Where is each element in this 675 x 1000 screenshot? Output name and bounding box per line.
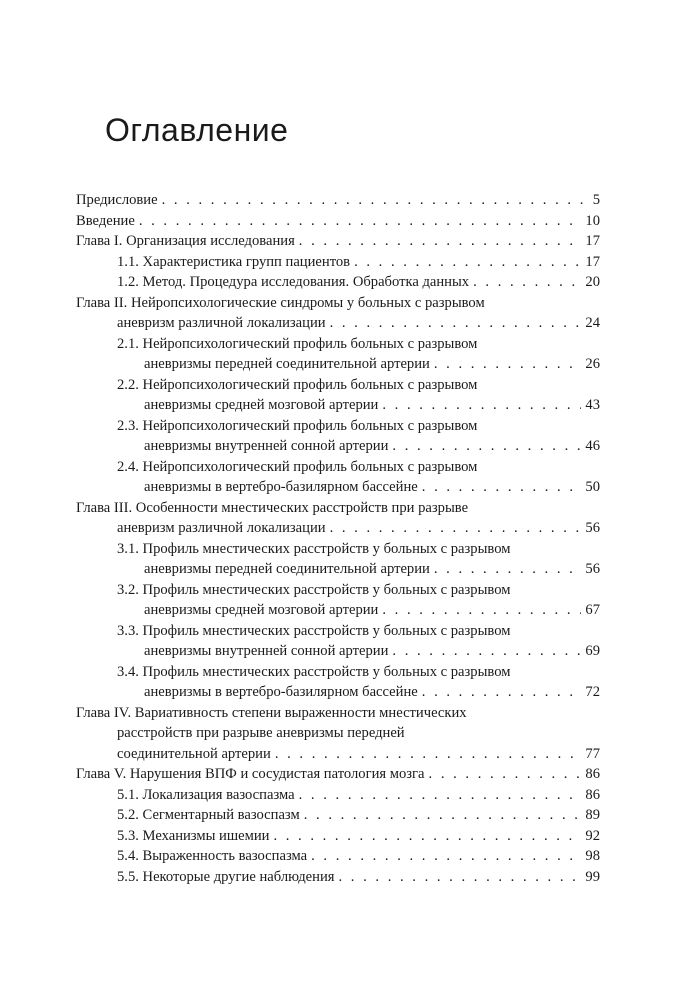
toc-entry-text: расстройств при разрыве аневризмы передней [117,725,405,741]
page-number: 56 [585,520,600,536]
toc-entry-text: 2.1. Нейропсихологический профиль больных с разрывом [117,335,478,352]
toc-entry-text: соединительной артерии [117,745,271,762]
toc-entry-text: 5.2. Сегментарный вазоспазм [117,807,300,823]
page-number: 89 [585,807,600,823]
toc-entry-text: аневризмы средней мозговой артерии [144,602,379,618]
dot-leader [162,190,589,211]
toc-entry-text: аневризмы передней соединительной артерии [144,356,430,372]
dot-leader [273,826,581,847]
dot-leader [275,744,582,765]
toc-section[interactable] [117,416,600,457]
dot-leader [354,252,581,273]
dot-leader [330,313,582,334]
toc-entry-text: 3.3. Профиль мнестических расстройств у больных с разрывом [117,622,511,639]
page-number: 43 [585,397,600,413]
toc-section[interactable] [117,272,600,293]
dot-leader [139,211,582,232]
toc-entry-text: Глава V. Нарушения ВПФ и сосудистая патология мозга [76,766,425,782]
toc-chapter[interactable] [76,498,600,539]
toc-section[interactable] [117,457,600,498]
toc-entry-text: 3.1. Профиль мнестических расстройств у больных с разрывом [117,540,511,557]
toc-chapter[interactable] [76,703,600,765]
page-number: 67 [585,602,600,618]
toc-entry-text: аневризмы в вертебро-базилярном бассейне [144,479,418,495]
toc-chapter[interactable] [76,231,600,252]
page-title: Оглавление [105,112,289,148]
toc-section[interactable] [117,785,600,806]
dot-leader [382,395,581,416]
page-number: 86 [585,786,600,803]
toc-entry-text: 2.4. Нейропсихологический профиль больных с разрывом [117,458,478,475]
toc-entry-text: аневризмы внутренней сонной артерии [144,438,389,454]
page-number: 56 [585,561,600,577]
toc-entry-text: аневризмы в вертебро-базилярном бассейне [144,684,418,700]
dot-leader [304,805,582,826]
toc-chapter[interactable] [76,764,600,785]
page-number: 86 [585,766,600,782]
table-of-contents [76,190,600,887]
toc-entry-text: 5.3. Механизмы ишемии [117,827,270,844]
toc-entry-text: 2.3. Нейропсихологический профиль больных с разрывом [117,417,478,434]
dot-leader [299,231,582,252]
page-number: 10 [585,212,600,229]
toc-entry-text: 3.2. Профиль мнестических расстройств у больных с разрывом [117,581,511,598]
page-number: 5 [592,192,600,208]
toc-entry-text: аневризмы передней соединительной артерии [144,561,430,577]
page-number: 50 [585,479,600,495]
toc-entry-text: аневризм различной локализации [117,520,326,536]
toc-chapter[interactable] [76,293,600,334]
page-number: 20 [585,274,600,290]
dot-leader [330,518,582,539]
dot-leader [392,436,581,457]
dot-leader [392,641,581,662]
dot-leader [299,785,582,806]
toc-entry-text: 1.2. Метод. Процедура исследования. Обработка данных [117,274,470,290]
page-number: 92 [585,827,600,844]
toc-entry-text: 1.1. Характеристика групп пациентов [117,253,351,270]
toc-section[interactable] [117,375,600,416]
page-number: 98 [585,848,600,864]
toc-entry-text: аневризмы внутренней сонной артерии [144,643,389,659]
dot-leader [422,682,582,703]
dot-leader [429,764,582,785]
toc-section[interactable] [117,805,600,826]
toc-entry-text: Глава III. Особенности мнестических расстройств при разрыве [76,499,469,516]
toc-chapter[interactable] [76,211,600,232]
toc-section[interactable] [117,621,600,662]
toc-entry-text: аневризм различной локализации [117,315,326,331]
page-number: 17 [585,253,600,270]
page-number: 17 [585,233,600,249]
page-number: 69 [585,643,600,659]
toc-entry-text: 2.2. Нейропсихологический профиль больных с разрывом [117,376,478,393]
toc-entry-text: Глава II. Нейропсихологические синдромы у больных с разрывом [76,294,485,311]
toc-entry-text: Глава IV. Вариативность степени выраженности мнестических [76,704,467,721]
toc-entry-text: 3.4. Профиль мнестических расстройств у больных с разрывом [117,663,511,680]
toc-section[interactable] [117,580,600,621]
toc-entry-text: 5.5. Некоторые другие наблюдения [117,868,335,885]
toc-section[interactable] [117,846,600,867]
toc-section[interactable] [117,252,600,273]
toc-entry-text: Введение [76,212,135,229]
toc-entry-text: 5.4. Выраженность вазоспазма [117,848,308,864]
toc-section[interactable] [117,826,600,847]
toc-entry-text: Предисловие [76,192,158,208]
dot-leader [382,600,581,621]
page-number: 77 [585,745,600,762]
toc-entry-text: аневризмы средней мозговой артерии [144,397,379,413]
toc-section[interactable] [117,539,600,580]
toc-section[interactable] [117,867,600,888]
page-number: 24 [585,315,600,331]
dot-leader [473,272,581,293]
dot-leader [434,559,582,580]
page-number: 46 [585,438,600,454]
page-number: 72 [585,684,600,700]
toc-section[interactable] [117,334,600,375]
dot-leader [339,867,582,888]
page-number: 99 [585,868,600,885]
page-number: 26 [585,356,600,372]
dot-leader [422,477,582,498]
dot-leader [434,354,582,375]
dot-leader [311,846,581,867]
toc-chapter[interactable] [76,190,600,211]
toc-section[interactable] [117,662,600,703]
toc-entry-text: Глава I. Организация исследования [76,233,295,249]
toc-entry-text: 5.1. Локализация вазоспазма [117,786,295,803]
